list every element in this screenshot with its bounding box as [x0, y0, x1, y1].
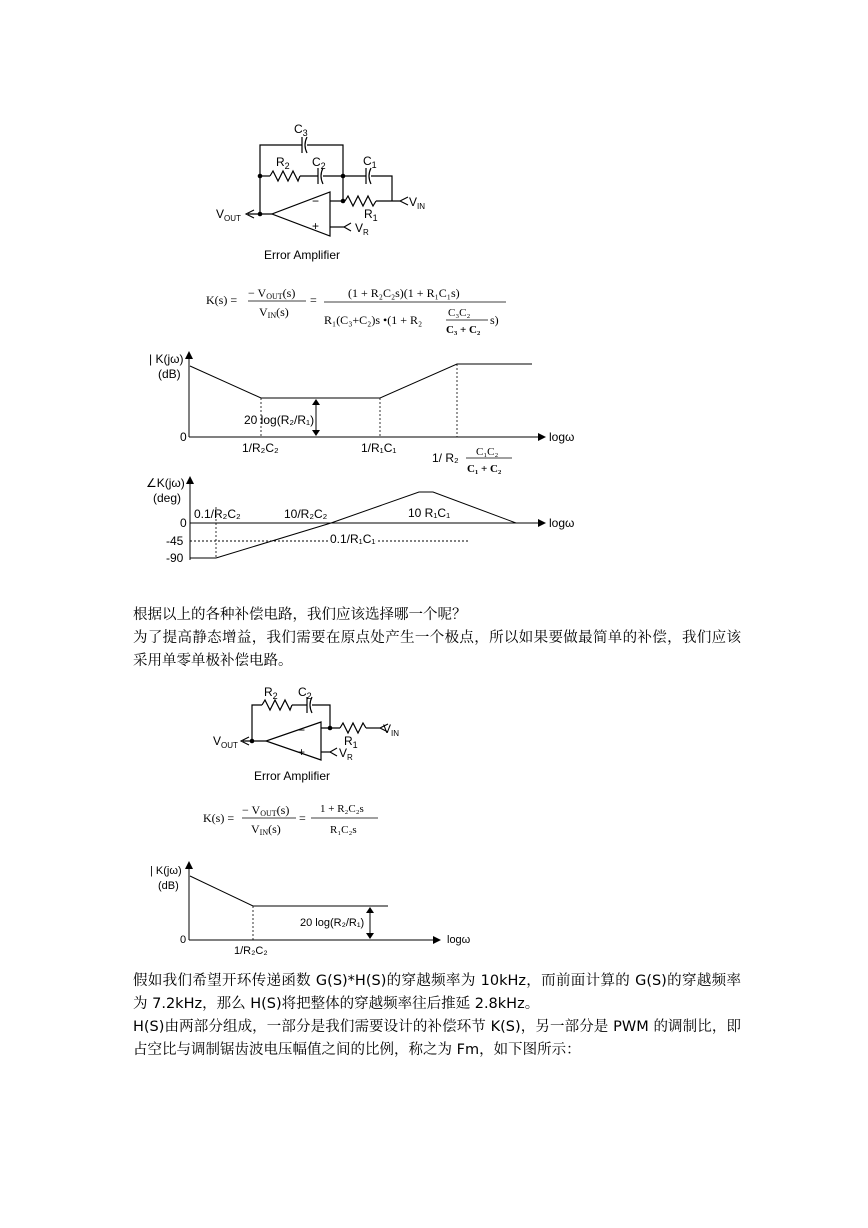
vin-label: V [409, 195, 418, 209]
minus-terminal: − [312, 194, 320, 208]
fig2-vin-label: V [383, 722, 392, 736]
formula1-lhs: K(s) = [206, 293, 238, 307]
error-amplifier-title-2: Error Amplifier [254, 769, 331, 783]
svg-text:C₁ + C₂: C₁ + C₂ [467, 463, 502, 475]
fig2-r1-label: R [344, 734, 353, 748]
vout-sub: OUT [224, 214, 241, 223]
vr-sub: R [363, 228, 369, 237]
c3-sub: 3 [302, 128, 308, 138]
svg-text:VOUT: $V_{OUT}$ [213, 734, 238, 750]
transfer-function-1 [206, 286, 506, 336]
fig2-c2-label: C [298, 685, 307, 699]
phase-plot [146, 476, 574, 565]
svg-text:VIN(s): VIN(s) [259, 305, 289, 320]
mag1-x2: 1/R₁C₁ [361, 441, 397, 455]
plus-terminal: + [312, 219, 320, 233]
svg-text:=: = [310, 293, 317, 307]
phase-y0: 0 [180, 516, 187, 530]
mag2-yunit: (dB) [158, 880, 179, 892]
phase-label-b: 10/R₂C₂ [284, 507, 328, 521]
phase-y90: -90 [166, 551, 184, 565]
c1-sub: 1 [371, 160, 377, 170]
opamp-symbol-1 [272, 192, 330, 236]
svg-text:VR [355, 221, 369, 237]
formula2-denominator: R₁C₂s [330, 824, 357, 836]
mag1-gain-label: 20 log(R₂/R₁) [244, 413, 315, 427]
transfer-function-2 [203, 803, 378, 837]
phase-ylabel: ∠K(jω) [146, 476, 185, 490]
text-block-1 [133, 604, 741, 673]
vin-sub: IN [417, 202, 426, 211]
c3-label: C [294, 122, 303, 136]
svg-text:VIN [409, 195, 425, 211]
text-block-2 [133, 970, 741, 1062]
mag1-yunit: (dB) [158, 367, 181, 381]
svg-text:−: − [298, 723, 306, 737]
mag1-zero: 0 [180, 430, 187, 444]
mag2-ylabel: | K(jω) [150, 865, 182, 877]
svg-text:C2 [312, 155, 326, 171]
svg-text:R2: $R_2$ [264, 685, 278, 701]
phase-label-a: 0.1/R₂C₂ [194, 507, 241, 521]
paragraph-crossover: 假如我们希望开环传递函数 G(S)*H(S)的穿越频率为 10kHz，而前面计算的 G(S)的穿越频率为 7.2kHz，那么 H(S)将把整体的穿越频率往后推延 2.8kHz。 [133, 973, 741, 1012]
svg-text:R1: $R_1$ [344, 734, 358, 750]
mag2-gain-label: 20 log(R₂/R₁) [300, 917, 365, 929]
svg-text:C1 [363, 154, 377, 170]
svg-text:C₃ + C₂: C₃ + C₂ [446, 324, 481, 336]
phase-yunit: (deg) [153, 491, 182, 505]
magnitude-plot-2 [150, 862, 471, 957]
svg-text:=: = [299, 811, 306, 825]
svg-text:+: + [298, 745, 306, 759]
fig2-r2-label: R [264, 685, 273, 699]
mag2-zero: 0 [180, 934, 187, 946]
fig2-vr-label: V [339, 746, 348, 760]
svg-text:K(s) =: K(s) = [203, 811, 235, 825]
vr-label: V [355, 221, 364, 235]
svg-text:VIN: $V_{IN}$ [383, 722, 400, 738]
r1-sub: 1 [372, 213, 378, 223]
svg-text:s): s) [490, 313, 499, 327]
svg-text:R1 [364, 207, 378, 223]
svg-text:VOUT [216, 207, 241, 223]
fig2-vout-label: V [213, 734, 222, 748]
formula1-denominator: R₁(C₃+C₂)s •(1 + R₂ [324, 313, 423, 327]
paragraph-question: 根据以上的各种补偿电路，我们应该选择哪一个呢？ [133, 607, 467, 623]
mag2-x1: 1/R₂C₂ [234, 945, 268, 957]
svg-text:C₃C₂: C₃C₂ [448, 307, 471, 319]
mag1-xaxis: logω [549, 430, 575, 444]
phase-y45: -45 [166, 534, 184, 548]
c1-label: C [363, 154, 372, 168]
svg-text:VIN(s): VIN(s) [251, 822, 281, 837]
phase-label-c: 10 R₁C₁ [408, 506, 451, 520]
svg-text:− VOUT(s): − VOUT(s) [248, 286, 296, 301]
r1-label: R [364, 207, 373, 221]
vout-label: V [216, 207, 225, 221]
svg-text:C₁C₂: C₁C₂ [476, 446, 499, 458]
mag1-ylabel: | K(jω) [149, 352, 184, 366]
magnitude-plot-1 [149, 352, 574, 475]
error-amplifier-title-1: Error Amplifier [264, 248, 341, 262]
opamp-symbol-2 [266, 722, 321, 760]
formula2-numerator: 1 + R₂C₂s [320, 803, 364, 815]
formula1-numerator: (1 + R₂C₂s)(1 + R₁C₁s) [348, 286, 460, 300]
phase-label-d: 0.1/R₁C₁ [330, 532, 376, 546]
paragraph-hs-composition: H(S)由两部分组成，一部分是我们需要设计的补偿环节 K(S)，另一部分是 PWM 的调制比，即占空比与调制锯齿波电压幅值之间的比例，称之为 Fm，如下图所示： [133, 1019, 741, 1058]
circuit-diagram-2 [243, 697, 380, 760]
c2-sub: 2 [320, 161, 326, 171]
svg-text:− VOUT(s): − VOUT(s) [242, 803, 290, 818]
r2-sub: 2 [284, 161, 290, 171]
mag1-x1: 1/R₂C₂ [242, 441, 279, 455]
svg-text:R2 [276, 155, 290, 171]
c2-label: C [312, 155, 321, 169]
r2-label: R [276, 155, 285, 169]
svg-text:C3 [294, 122, 308, 138]
paragraph-explanation: 为了提高静态增益，我们需要在原点处产生一个极点，所以如果要做最简单的补偿，我们应该采用单零单极补偿电路。 [133, 630, 741, 669]
mag2-xaxis: logω [447, 934, 471, 946]
phase-xaxis: logω [549, 516, 575, 530]
svg-text:VR: $V_R$ [339, 746, 353, 762]
mag1-x3-prefix: 1/ R₂ [432, 451, 459, 465]
svg-text:C2: $C_2$ [298, 685, 312, 701]
